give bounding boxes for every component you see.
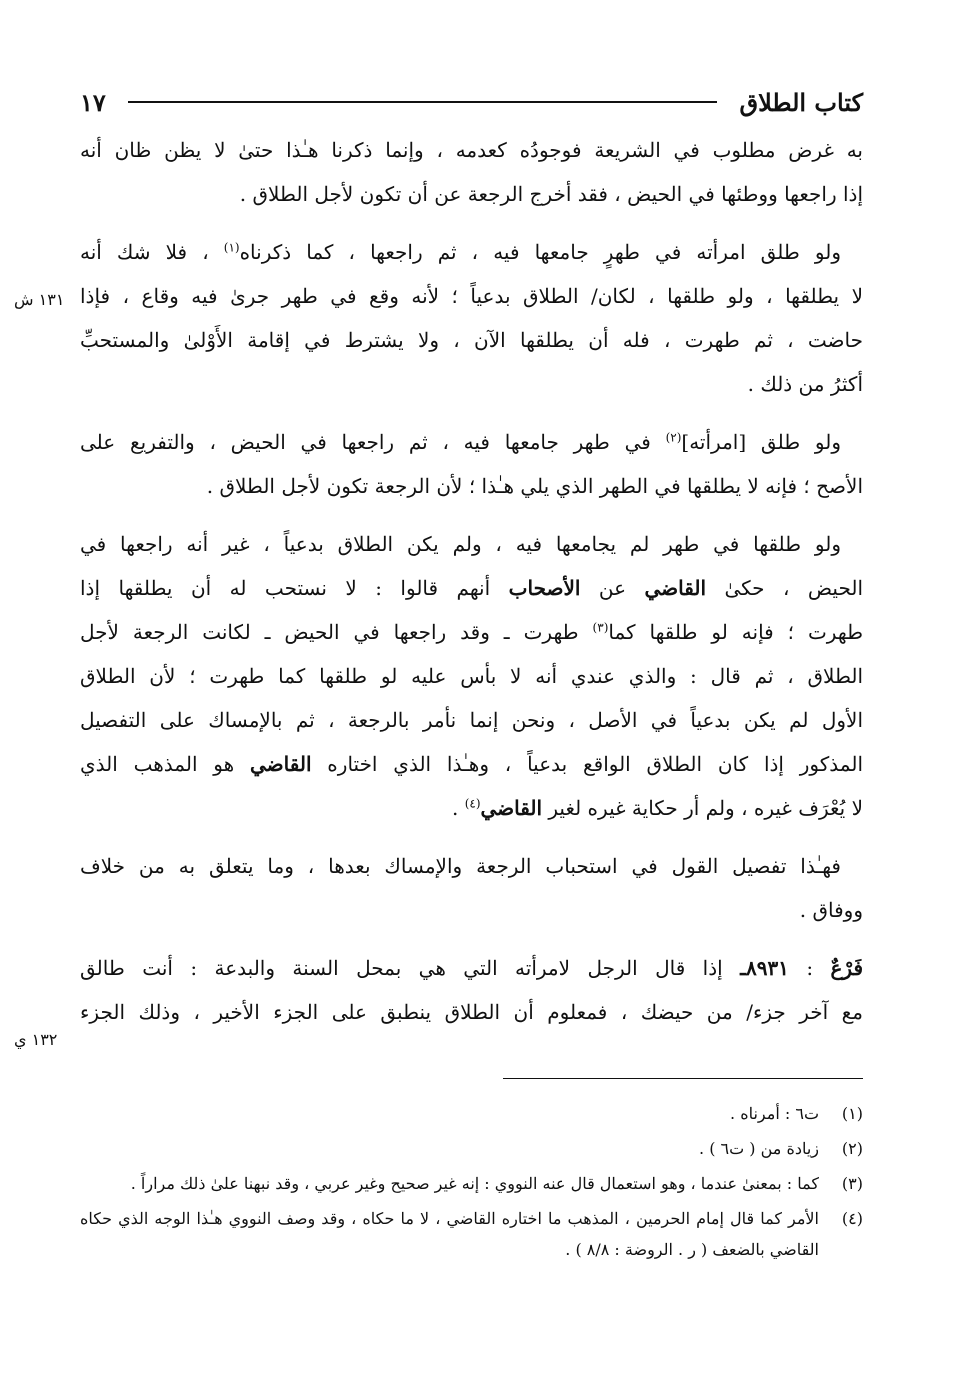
paragraph-1 (80, 128, 863, 216)
footnote-text: الأمر كما قال إمام الحرمين ، المذهب ما اختاره القاضي ، لا ما حكاه ، وقد وصف النووي هـٰذا الوجه الذي حكاه القاضي بالضعف ( ر . الروضة : ٨/٨ ) . (80, 1209, 819, 1259)
text-segment: في طهر جامعها فيه ، ثم راجعها في الحيض ، والتفريع على (80, 430, 666, 454)
text-segment: لا يُعْرَف غيره ، ولم أر حكاية غيره لغير (542, 796, 863, 820)
header-rule (128, 101, 718, 103)
bold-term: القاضي (480, 796, 543, 820)
text-segment: ولو طلق امرأته في طهرٍ جامعها فيه ، ثم راجعها ، كما ذكرناه (239, 240, 841, 264)
footnote-separator (503, 1078, 863, 1079)
text-line: لا يطلقها ، ولو طلقها ، لكان/ الطلاق بدعياً ؛ لأنه وقع في طهر جرىٰ فيه وقاع ، فإذا (80, 284, 863, 308)
footnote-text: ت٦ : أمرناه . (730, 1104, 819, 1123)
text-line: الأول لم يكن بدعياً في الأصل ، ونحن إنما نأمر بالرجعة ، ثم بالإمساك على التفصيل (80, 708, 864, 732)
footnote-number: (٣) (841, 1174, 863, 1193)
footnote-2 (80, 1133, 863, 1164)
paragraph-5 (80, 844, 863, 932)
text-segment: طهرت ـ وقد راجعها في الحيض ـ لكانت الرجعة لأجل (80, 620, 593, 644)
text-line: مع آخر جزء/ من حيضك ، فمعلوم أن الطلاق ينطبق على الجزء الأخير ، وذلك الجزء (80, 1000, 863, 1024)
bold-term: القاضي (644, 576, 707, 600)
text-line: الأصح ؛ فإنه لا يطلقها في الطهر الذي يلي هـٰذا ؛ لأن الرجعة تكون لأجل الطلاق . (206, 474, 863, 498)
page-number: ١٧ (80, 87, 106, 117)
text-line: الطلاق ، ثم قال : والذي عندي أنه لا بأس عليه لو طلقها كما طهرت ؛ لأن الطلاق (80, 664, 863, 688)
paragraph-4 (80, 522, 863, 830)
footnote-ref[interactable]: (١) (223, 240, 240, 255)
text-line: إذا راجعها ووطئها في الحيض ، فقد أخرج الرجعة عن أن تكون لأجل الطلاق . (239, 182, 863, 206)
footnote-text: زيادة من ( ت٦ ) . (699, 1139, 819, 1158)
paragraph-6 (80, 946, 863, 1034)
text-segment: ، فلا شك أنه (80, 240, 224, 264)
footnote-ref[interactable]: (٤) (464, 796, 481, 811)
text-line (80, 420, 863, 464)
footnote-4 (80, 1203, 863, 1265)
text-segment: أنهم قالوا : لا نستحب له أن يطلقها إذا (80, 576, 509, 600)
text-line: حاضت ، ثم طهرت ، فله أن يطلقها الآن ، ولا يشترط في إقامة الأَوْلىٰ والمستحبِّ (80, 328, 863, 352)
text-line (80, 946, 863, 990)
margin-note-132: ١٣٢ ي (14, 1030, 58, 1049)
text-line: ووفاق . (799, 898, 863, 922)
text-line (80, 566, 863, 610)
text-line: أكثرُ من ذلك . (747, 372, 863, 396)
text-line (80, 786, 863, 830)
text-segment: ولو طلق [امرأته] (681, 430, 841, 454)
section-label: فَرْعٌ (830, 956, 864, 980)
text-line (80, 230, 863, 274)
text-segment: الحيض ، حكىٰ (706, 576, 864, 600)
text-line (80, 742, 863, 786)
text-segment: . (451, 796, 465, 820)
text-line: ولو طلقها في طهر لم يجامعها فيه ، ولم يكن الطلاق بدعياً ، غير أنه راجعها في (80, 532, 841, 556)
chapter-title: كتاب الطلاق (739, 87, 863, 117)
text-segment: : (788, 956, 831, 980)
text-segment: إذا قال الرجل لامرأته التي هي بمحل السنة والبدعة : أنت طالق (80, 956, 741, 980)
text-line: به غرض مطلوب في الشريعة فوجودُه كعدمه ، وإنما ذكرنا هـٰذا حتىٰ لا يظن ظان أنه (80, 138, 863, 162)
footnote-number: (٤) (841, 1209, 863, 1228)
footnote-number: (١) (841, 1104, 863, 1123)
text-line: فهـٰذا تفصيل القول في استحباب الرجعة والإمساك بعدها ، وما يتعلق به من خلاف (80, 854, 841, 878)
text-segment: هو المذهب الذي (80, 752, 250, 776)
footnote-1 (80, 1098, 863, 1129)
section-number: ٨٩٣١ـ (740, 956, 789, 980)
paragraph-3 (80, 420, 863, 508)
running-header (80, 84, 863, 120)
footnote-ref[interactable]: (٣) (592, 620, 609, 635)
footnote-number: (٢) (841, 1139, 863, 1158)
main-text (80, 128, 863, 1048)
bold-term: القاضي (249, 752, 312, 776)
footnote-text: كما : بمعنىٰ عندما ، وهو استعمال قال عنه النووي : إنه غير صحيح وغير عربي ، وقد نبهنا علىٰ ذلك مراراً . (130, 1174, 819, 1193)
text-segment: عن (580, 576, 645, 600)
bold-term: الأصحاب (508, 576, 581, 600)
paragraph-2 (80, 230, 863, 406)
footnotes (80, 1098, 863, 1269)
text-segment: المذكور إذا كان الطلاق الواقع بدعياً ، وهـٰذا الذي اختاره (311, 752, 863, 776)
footnote-ref[interactable]: (٢) (665, 430, 682, 445)
margin-note-131: ١٣١ ش (14, 290, 65, 309)
text-line (80, 610, 863, 654)
text-segment: طهرت ؛ فإنه لو طلقها كما (608, 620, 863, 644)
footnote-3 (80, 1168, 863, 1199)
